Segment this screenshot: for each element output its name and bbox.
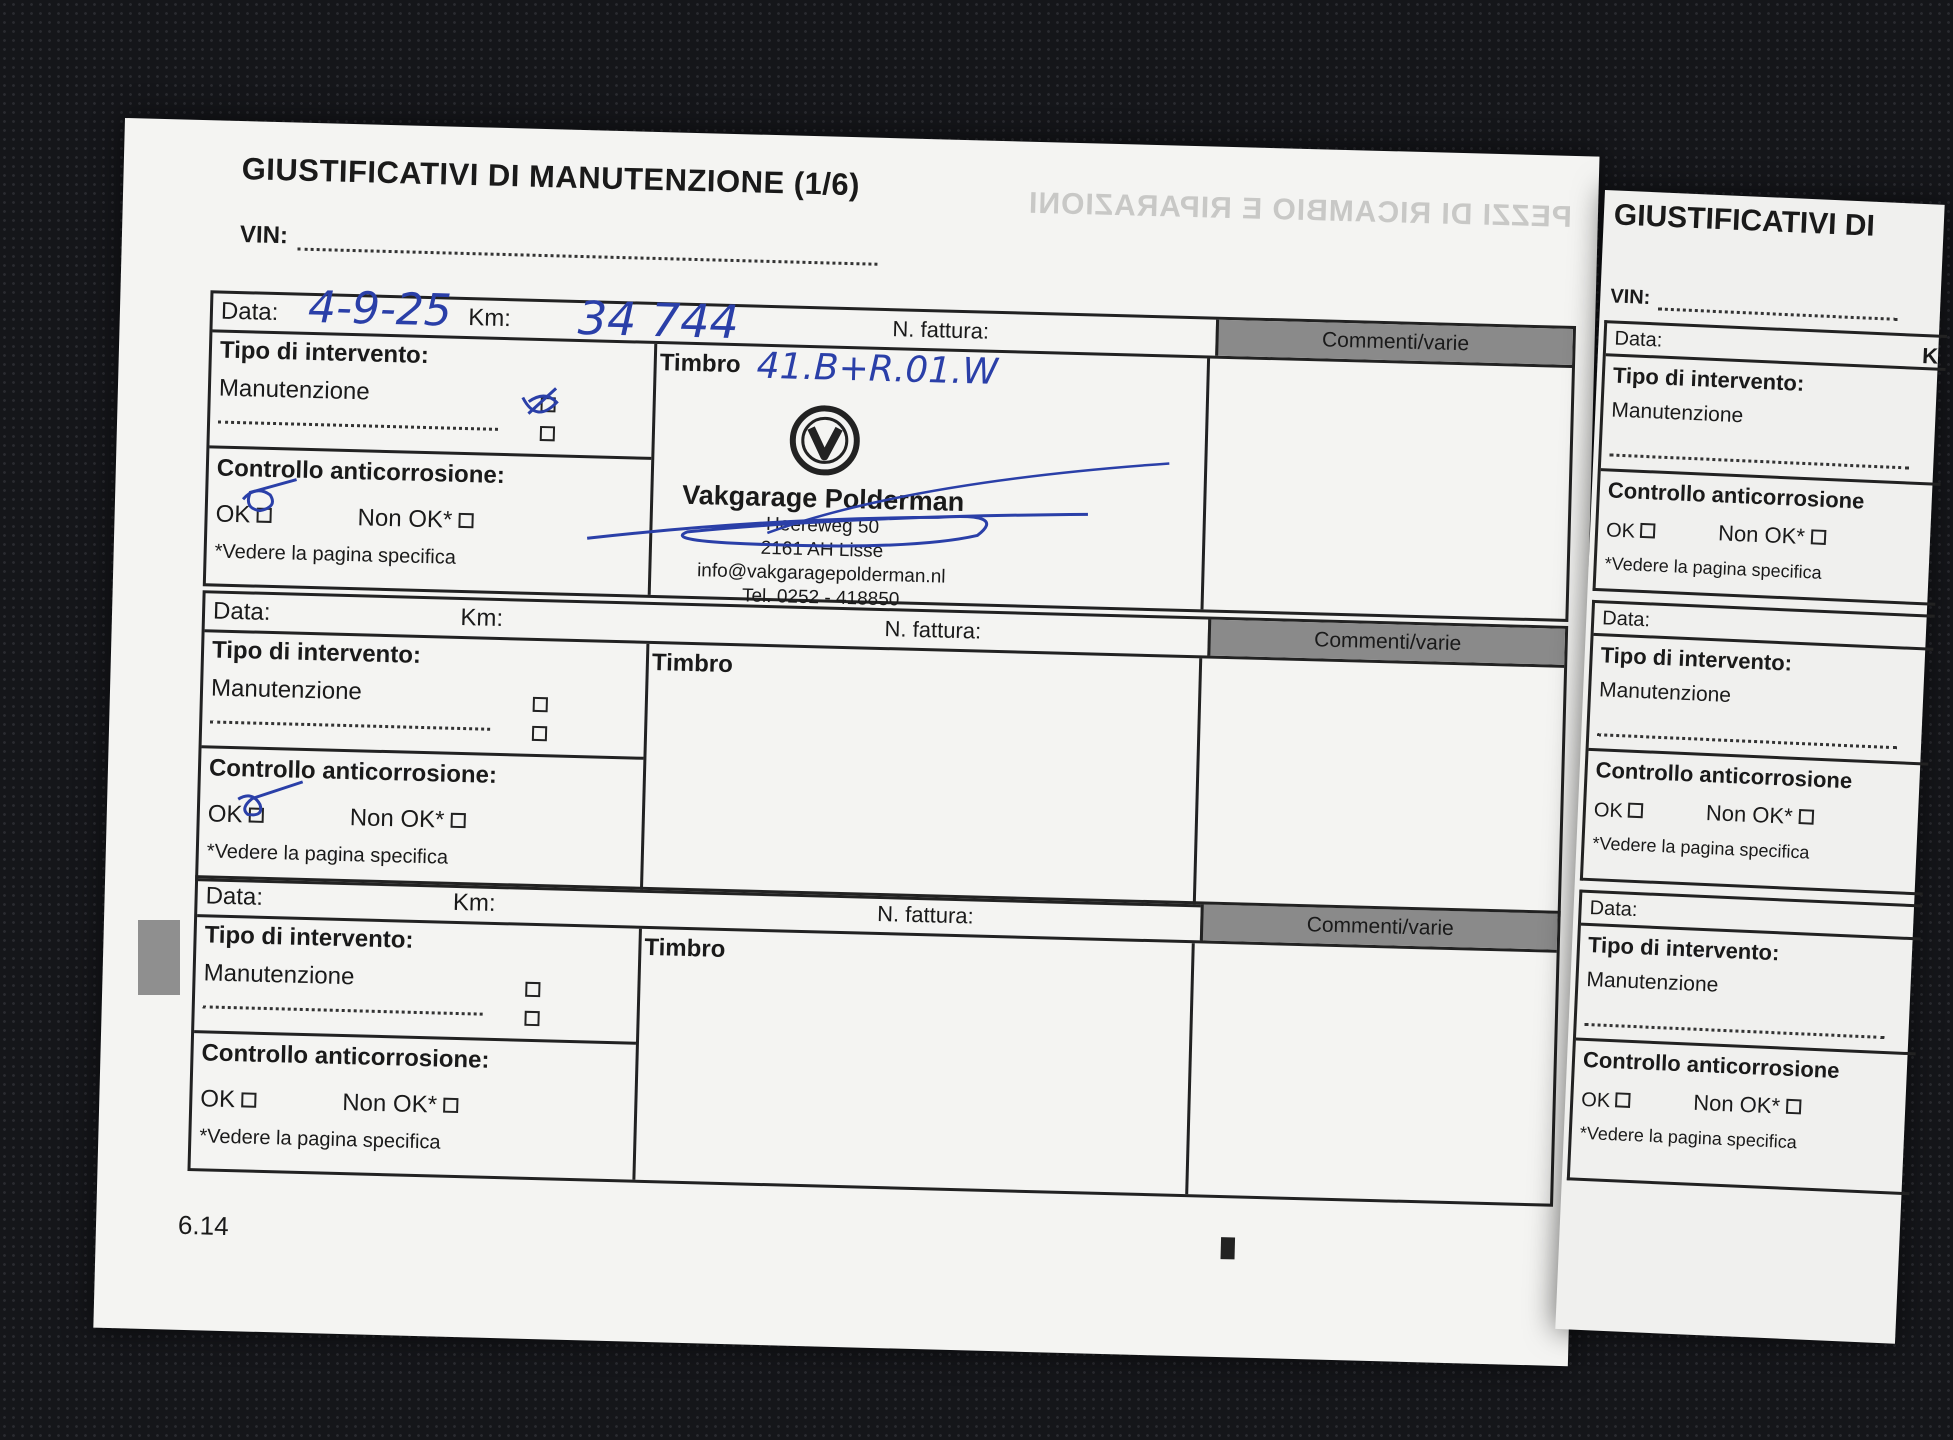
- stamp-name: Vakgarage Polderman: [681, 479, 965, 518]
- data-label: Data:: [1601, 606, 1651, 631]
- ok-checkbox[interactable]: [242, 1092, 257, 1107]
- handwritten-marks: [206, 290, 1573, 619]
- right-entry-3: [1567, 890, 1922, 1196]
- data-label: Data:: [220, 297, 279, 327]
- manutenzione-label: Manutenzione: [1598, 678, 1732, 707]
- other-checkbox[interactable]: [524, 1011, 539, 1026]
- booklet-left-page: [93, 118, 1599, 1366]
- page-number: 6.14: [177, 1209, 230, 1242]
- manutenzione-label: Manutenzione: [1610, 398, 1744, 428]
- maintenance-entry-1: [203, 281, 1576, 622]
- booklet-right-page: [1555, 190, 1944, 1344]
- ok-label: OK: [1593, 799, 1624, 823]
- timbro-label: Timbro: [644, 933, 726, 963]
- ok-checkbox[interactable]: [1615, 1092, 1631, 1108]
- ok-label: OK: [1605, 519, 1636, 543]
- bleed-through-title: PEZZI DI RICAMBIO E RIPARAZIONI: [1027, 186, 1573, 234]
- note-text: *Vedere la pagina specifica: [199, 1125, 441, 1154]
- maintenance-entry-3: [187, 875, 1560, 1207]
- commenti-label: Commenti/varie: [1215, 320, 1573, 365]
- handwritten-date: 4-9-25: [307, 281, 453, 337]
- fattura-label: N. fattura:: [876, 900, 975, 929]
- non-ok-label: Non OK*: [1705, 800, 1794, 829]
- non-ok-label: Non OK*: [357, 504, 453, 534]
- tipo-label: Tipo di intervento:: [219, 336, 430, 370]
- manutenzione-label: Manutenzione: [210, 674, 363, 706]
- manutenzione-checkbox[interactable]: [525, 982, 540, 997]
- timbro-label: Timbro: [651, 648, 734, 679]
- anticorrosione-label: Controllo anticorrosione:: [208, 754, 498, 789]
- vin-row: [240, 221, 879, 266]
- ok-checkbox[interactable]: [1640, 523, 1656, 539]
- ok-label: OK: [207, 800, 243, 829]
- tipo-label: Tipo di intervento:: [1612, 362, 1805, 396]
- vin-label: VIN:: [239, 221, 289, 250]
- km-label: Km:: [452, 888, 496, 917]
- data-label: Data:: [212, 597, 271, 626]
- fattura-label: N. fattura:: [884, 616, 982, 644]
- km-label: Km:: [460, 603, 504, 633]
- anticorrosione-label: Controllo anticorrosione:: [216, 454, 506, 490]
- right-entry-1: [1593, 320, 1947, 606]
- handwritten-ok-check: [198, 593, 1565, 914]
- tipo-label: Tipo di intervento:: [1587, 931, 1780, 966]
- page-marker: [1221, 1237, 1236, 1259]
- tipo-label: Tipo di intervento:: [204, 921, 414, 954]
- manutenzione-label: Manutenzione: [1586, 967, 1719, 997]
- commenti-label: Commenti/varie: [1207, 620, 1565, 665]
- note-text: *Vedere la pagina specifica: [1592, 833, 1810, 863]
- non-ok-label: Non OK*: [349, 804, 445, 834]
- page-title: GIUSTIFICATIVI DI MANUTENZIONE (1/6): [241, 151, 861, 203]
- non-ok-checkbox[interactable]: [1798, 809, 1814, 825]
- vin-dotted-line: [298, 230, 878, 266]
- ok-checkbox[interactable]: [1628, 803, 1644, 819]
- header-fragment: K: [1921, 343, 1939, 369]
- note-text: *Vedere la pagina specifica: [206, 840, 449, 869]
- non-ok-checkbox[interactable]: [1811, 529, 1827, 545]
- note-text: *Vedere la pagina specifica: [214, 540, 457, 569]
- section-tab: [138, 920, 180, 995]
- stamp-phone: Tel. 0252 - 418850: [741, 585, 900, 611]
- right-entry-2: [1580, 600, 1935, 896]
- non-ok-label: Non OK*: [1692, 1089, 1781, 1119]
- non-ok-checkbox[interactable]: [1786, 1099, 1802, 1115]
- non-ok-label: Non OK*: [341, 1089, 438, 1119]
- commenti-label: Commenti/varie: [1200, 904, 1558, 949]
- tipo-label: Tipo di intervento:: [1600, 642, 1793, 676]
- right-vin-label: VIN:: [1609, 285, 1651, 310]
- note-text: *Vedere la pagina specifica: [1604, 553, 1823, 583]
- maintenance-entry-2: [195, 590, 1568, 917]
- data-label: Data:: [205, 882, 264, 911]
- ok-label: OK: [199, 1085, 236, 1114]
- stamp-address: Heereweg 50: [765, 513, 880, 538]
- anticorrosione-label: Controllo anticorrosione: [1582, 1046, 1841, 1084]
- ok-label: OK: [215, 500, 251, 529]
- handwritten-fattura: 41.B+R.01.W: [756, 345, 999, 393]
- tipo-label: Tipo di intervento:: [211, 636, 422, 669]
- km-label: Km:: [467, 304, 512, 333]
- anticorrosione-label: Controllo anticorrosione: [1607, 477, 1865, 514]
- right-page-title: GIUSTIFICATIVI DI: [1613, 198, 1876, 243]
- manutenzione-label: Manutenzione: [203, 959, 355, 991]
- non-ok-label: Non OK*: [1717, 520, 1806, 550]
- timbro-label: Timbro: [659, 349, 742, 379]
- anticorrosione-label: Controllo anticorrosione: [1595, 757, 1853, 794]
- non-ok-checkbox[interactable]: [443, 1098, 458, 1113]
- data-label: Data:: [1614, 327, 1663, 352]
- anticorrosione-label: Controllo anticorrosione:: [201, 1039, 490, 1074]
- stamp-email: info@vakgaragepolderman.nl: [696, 560, 946, 588]
- note-text: *Vedere la pagina specifica: [1579, 1122, 1798, 1153]
- data-label: Data:: [1589, 896, 1638, 921]
- manutenzione-label: Manutenzione: [218, 374, 371, 406]
- ok-label: OK: [1580, 1088, 1611, 1113]
- fattura-label: N. fattura:: [892, 316, 990, 344]
- stamp-city: 2161 AH Lisse: [760, 537, 884, 562]
- handwritten-km: 34 744: [577, 290, 740, 350]
